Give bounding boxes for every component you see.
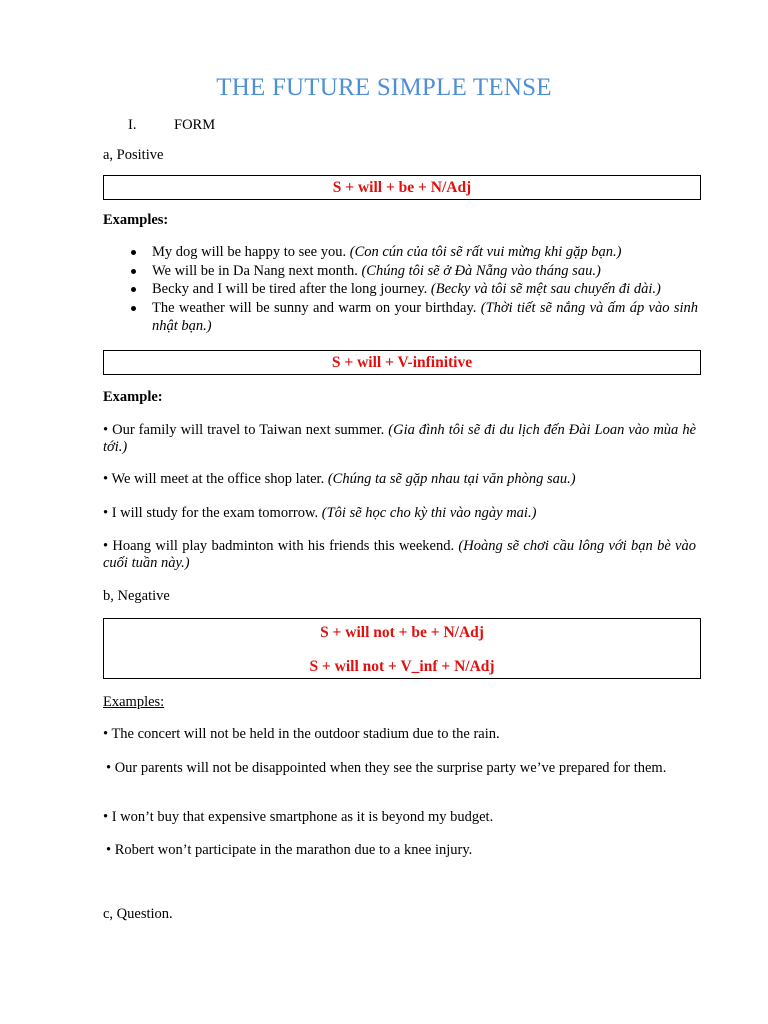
example-en: • I will study for the exam tomorrow. (103, 505, 319, 521)
example-vi: (Becky và tôi sẽ mệt sau chuyến đi dài.) (430, 281, 661, 297)
example-vi: (Chúng ta sẽ gặp nhau tại văn phòng sau.) (327, 471, 576, 487)
positive-examples-list (103, 243, 698, 336)
example-vi: (Con cún của tôi sẽ rất vui mừng khi gặp bạn.) (349, 244, 622, 260)
example-en: We will be in Da Nang next month. (152, 262, 358, 279)
example-en: Becky and I will be tired after the long journey. (152, 281, 428, 297)
examples-label-1: Examples: (103, 212, 169, 228)
negative-example: • I won’t buy that expensive smartphone as it is beyond my budget. (103, 809, 494, 825)
example-en: My dog will be happy to see you. (152, 244, 347, 260)
negative-examples-label: Examples: (103, 694, 165, 710)
negative-formula-verb: S + will not + V_inf + N/Adj (309, 658, 495, 675)
negative-example: • Our parents will not be disappointed when they see the surprise party we’ve prepared for them. (106, 760, 667, 776)
negative-heading: b, Negative (103, 588, 170, 604)
example-paragraph (103, 471, 696, 488)
example-vi: (Tôi sẽ học cho kỳ thi vào ngày mai.) (321, 505, 537, 521)
negative-formula-be: S + will not + be + N/Adj (320, 624, 484, 641)
example-vi: (Hoàng sẽ chơi cầu lông với bạn bè vào cuối tuần này.) (103, 538, 696, 571)
list-item (103, 243, 698, 262)
section-numeral: I. (128, 117, 137, 133)
page-title: THE FUTURE SIMPLE TENSE (216, 74, 552, 101)
example-paragraph (103, 538, 696, 571)
formula-text: S + will + be + N/Adj (332, 179, 472, 196)
example-vi: (Chúng tôi sẽ ở Đà Nẵng vào tháng sau.) (361, 262, 601, 279)
examples-label-2: Example: (103, 389, 163, 405)
formula-text: S + will + V-infinitive (331, 354, 473, 371)
example-en: The weather will be sunny and warm on your birthday. (152, 299, 477, 316)
example-en: • Hoang will play badminton with his friends this weekend. (103, 538, 455, 554)
example-vi: (Thời tiết sẽ nắng và ấm áp vào sinh nhật bạn.) (152, 299, 698, 334)
negative-formula-box (103, 618, 701, 679)
list-item (103, 299, 698, 336)
negative-example: • Robert won’t participate in the marathon due to a knee injury. (106, 842, 473, 858)
example-en: • We will meet at the office shop later. (103, 471, 325, 487)
example-en: • Our family will travel to Taiwan next summer. (103, 422, 385, 438)
question-heading: c, Question. (103, 906, 173, 922)
positive-heading: a, Positive (103, 147, 164, 163)
example-vi: (Gia đình tôi sẽ đi du lịch đến Đài Loan vào mùa hè tới.) (103, 422, 697, 455)
example-paragraph (103, 422, 696, 455)
positive-formula-verb (103, 350, 701, 375)
negative-example: • The concert will not be held in the outdoor stadium due to the rain. (103, 726, 500, 742)
example-paragraph (103, 505, 696, 522)
section-form-label: FORM (174, 117, 216, 133)
positive-formula-be (103, 175, 701, 200)
list-item (103, 280, 698, 299)
list-item (103, 262, 698, 281)
